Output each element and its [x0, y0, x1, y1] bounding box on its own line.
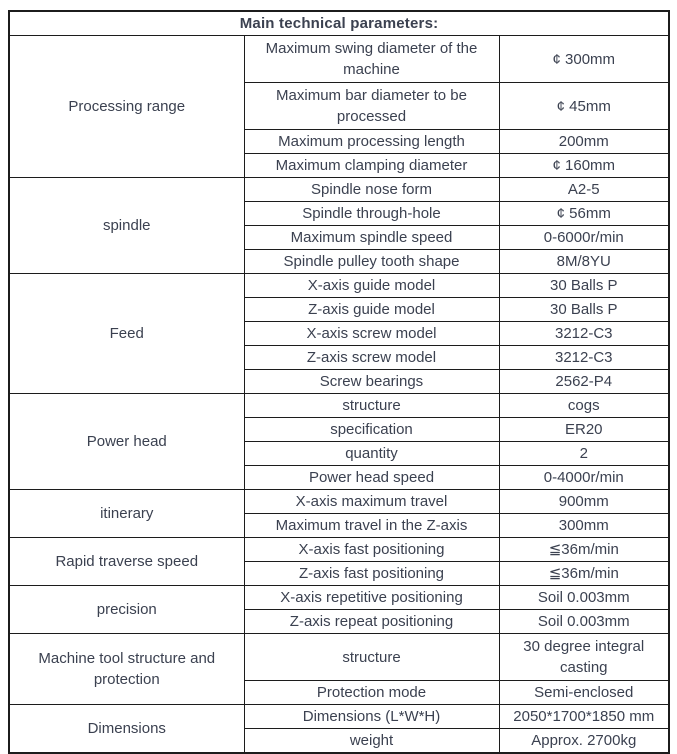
parameter-cell: Spindle nose form: [244, 178, 499, 202]
group-cell: Power head: [9, 394, 244, 490]
table-title-row: [9, 11, 669, 36]
table-row: [9, 586, 669, 610]
table-row: [9, 490, 669, 514]
parameter-cell: structure: [244, 634, 499, 681]
value-cell: ≦36m/min: [499, 538, 669, 562]
parameter-cell: Spindle pulley tooth shape: [244, 250, 499, 274]
parameter-cell: Dimensions (L*W*H): [244, 705, 499, 729]
value-cell: 8M/8YU: [499, 250, 669, 274]
group-cell: Machine tool structure and protection: [9, 634, 244, 705]
parameter-cell: Maximum travel in the Z-axis: [244, 514, 499, 538]
value-cell: 900mm: [499, 490, 669, 514]
parameters-table-body: [9, 11, 669, 753]
value-cell: 2: [499, 442, 669, 466]
value-cell: 0-4000r/min: [499, 466, 669, 490]
group-cell: Dimensions: [9, 705, 244, 754]
technical-parameters-table-container: [8, 10, 670, 754]
parameter-cell: X-axis guide model: [244, 274, 499, 298]
parameter-cell: Z-axis screw model: [244, 346, 499, 370]
value-cell: 300mm: [499, 514, 669, 538]
parameter-cell: Maximum spindle speed: [244, 226, 499, 250]
table-row: [9, 178, 669, 202]
table-row: [9, 274, 669, 298]
group-cell: Feed: [9, 274, 244, 394]
table-row: [9, 36, 669, 83]
parameter-cell: X-axis repetitive positioning: [244, 586, 499, 610]
value-cell: Soil 0.003mm: [499, 610, 669, 634]
parameter-cell: Power head speed: [244, 466, 499, 490]
value-cell: A2-5: [499, 178, 669, 202]
value-cell: 30 degree integral casting: [499, 634, 669, 681]
value-cell: Approx. 2700kg: [499, 729, 669, 754]
parameter-cell: X-axis screw model: [244, 322, 499, 346]
value-cell: cogs: [499, 394, 669, 418]
parameter-cell: Protection mode: [244, 681, 499, 705]
table-row: [9, 705, 669, 729]
group-cell: precision: [9, 586, 244, 634]
value-cell: 3212-C3: [499, 322, 669, 346]
parameter-cell: Z-axis guide model: [244, 298, 499, 322]
group-cell: Processing range: [9, 36, 244, 178]
technical-parameters-table: [8, 10, 670, 754]
value-cell: ER20: [499, 418, 669, 442]
value-cell: Soil 0.003mm: [499, 586, 669, 610]
value-cell: ¢ 56mm: [499, 202, 669, 226]
value-cell: 3212-C3: [499, 346, 669, 370]
value-cell: 2050*1700*1850 mm: [499, 705, 669, 729]
value-cell: Semi-enclosed: [499, 681, 669, 705]
value-cell: ¢ 160mm: [499, 154, 669, 178]
value-cell: 2562-P4: [499, 370, 669, 394]
table-row: [9, 634, 669, 681]
parameter-cell: Maximum clamping diameter: [244, 154, 499, 178]
value-cell: 30 Balls P: [499, 298, 669, 322]
value-cell: ¢ 45mm: [499, 83, 669, 130]
parameter-cell: Z-axis fast positioning: [244, 562, 499, 586]
value-cell: ≦36m/min: [499, 562, 669, 586]
parameter-cell: Spindle through-hole: [244, 202, 499, 226]
parameter-cell: specification: [244, 418, 499, 442]
table-row: [9, 394, 669, 418]
group-cell: itinerary: [9, 490, 244, 538]
parameter-cell: Maximum processing length: [244, 130, 499, 154]
parameter-cell: Z-axis repeat positioning: [244, 610, 499, 634]
parameter-cell: weight: [244, 729, 499, 754]
parameter-cell: X-axis maximum travel: [244, 490, 499, 514]
value-cell: ¢ 300mm: [499, 36, 669, 83]
parameter-cell: Screw bearings: [244, 370, 499, 394]
group-cell: Rapid traverse speed: [9, 538, 244, 586]
value-cell: 200mm: [499, 130, 669, 154]
value-cell: 30 Balls P: [499, 274, 669, 298]
parameter-cell: quantity: [244, 442, 499, 466]
parameter-cell: Maximum bar diameter to be processed: [244, 83, 499, 130]
table-row: [9, 538, 669, 562]
parameter-cell: Maximum swing diameter of the machine: [244, 36, 499, 83]
value-cell: 0-6000r/min: [499, 226, 669, 250]
table-title: Main technical parameters:: [9, 11, 669, 36]
group-cell: spindle: [9, 178, 244, 274]
parameter-cell: X-axis fast positioning: [244, 538, 499, 562]
parameter-cell: structure: [244, 394, 499, 418]
